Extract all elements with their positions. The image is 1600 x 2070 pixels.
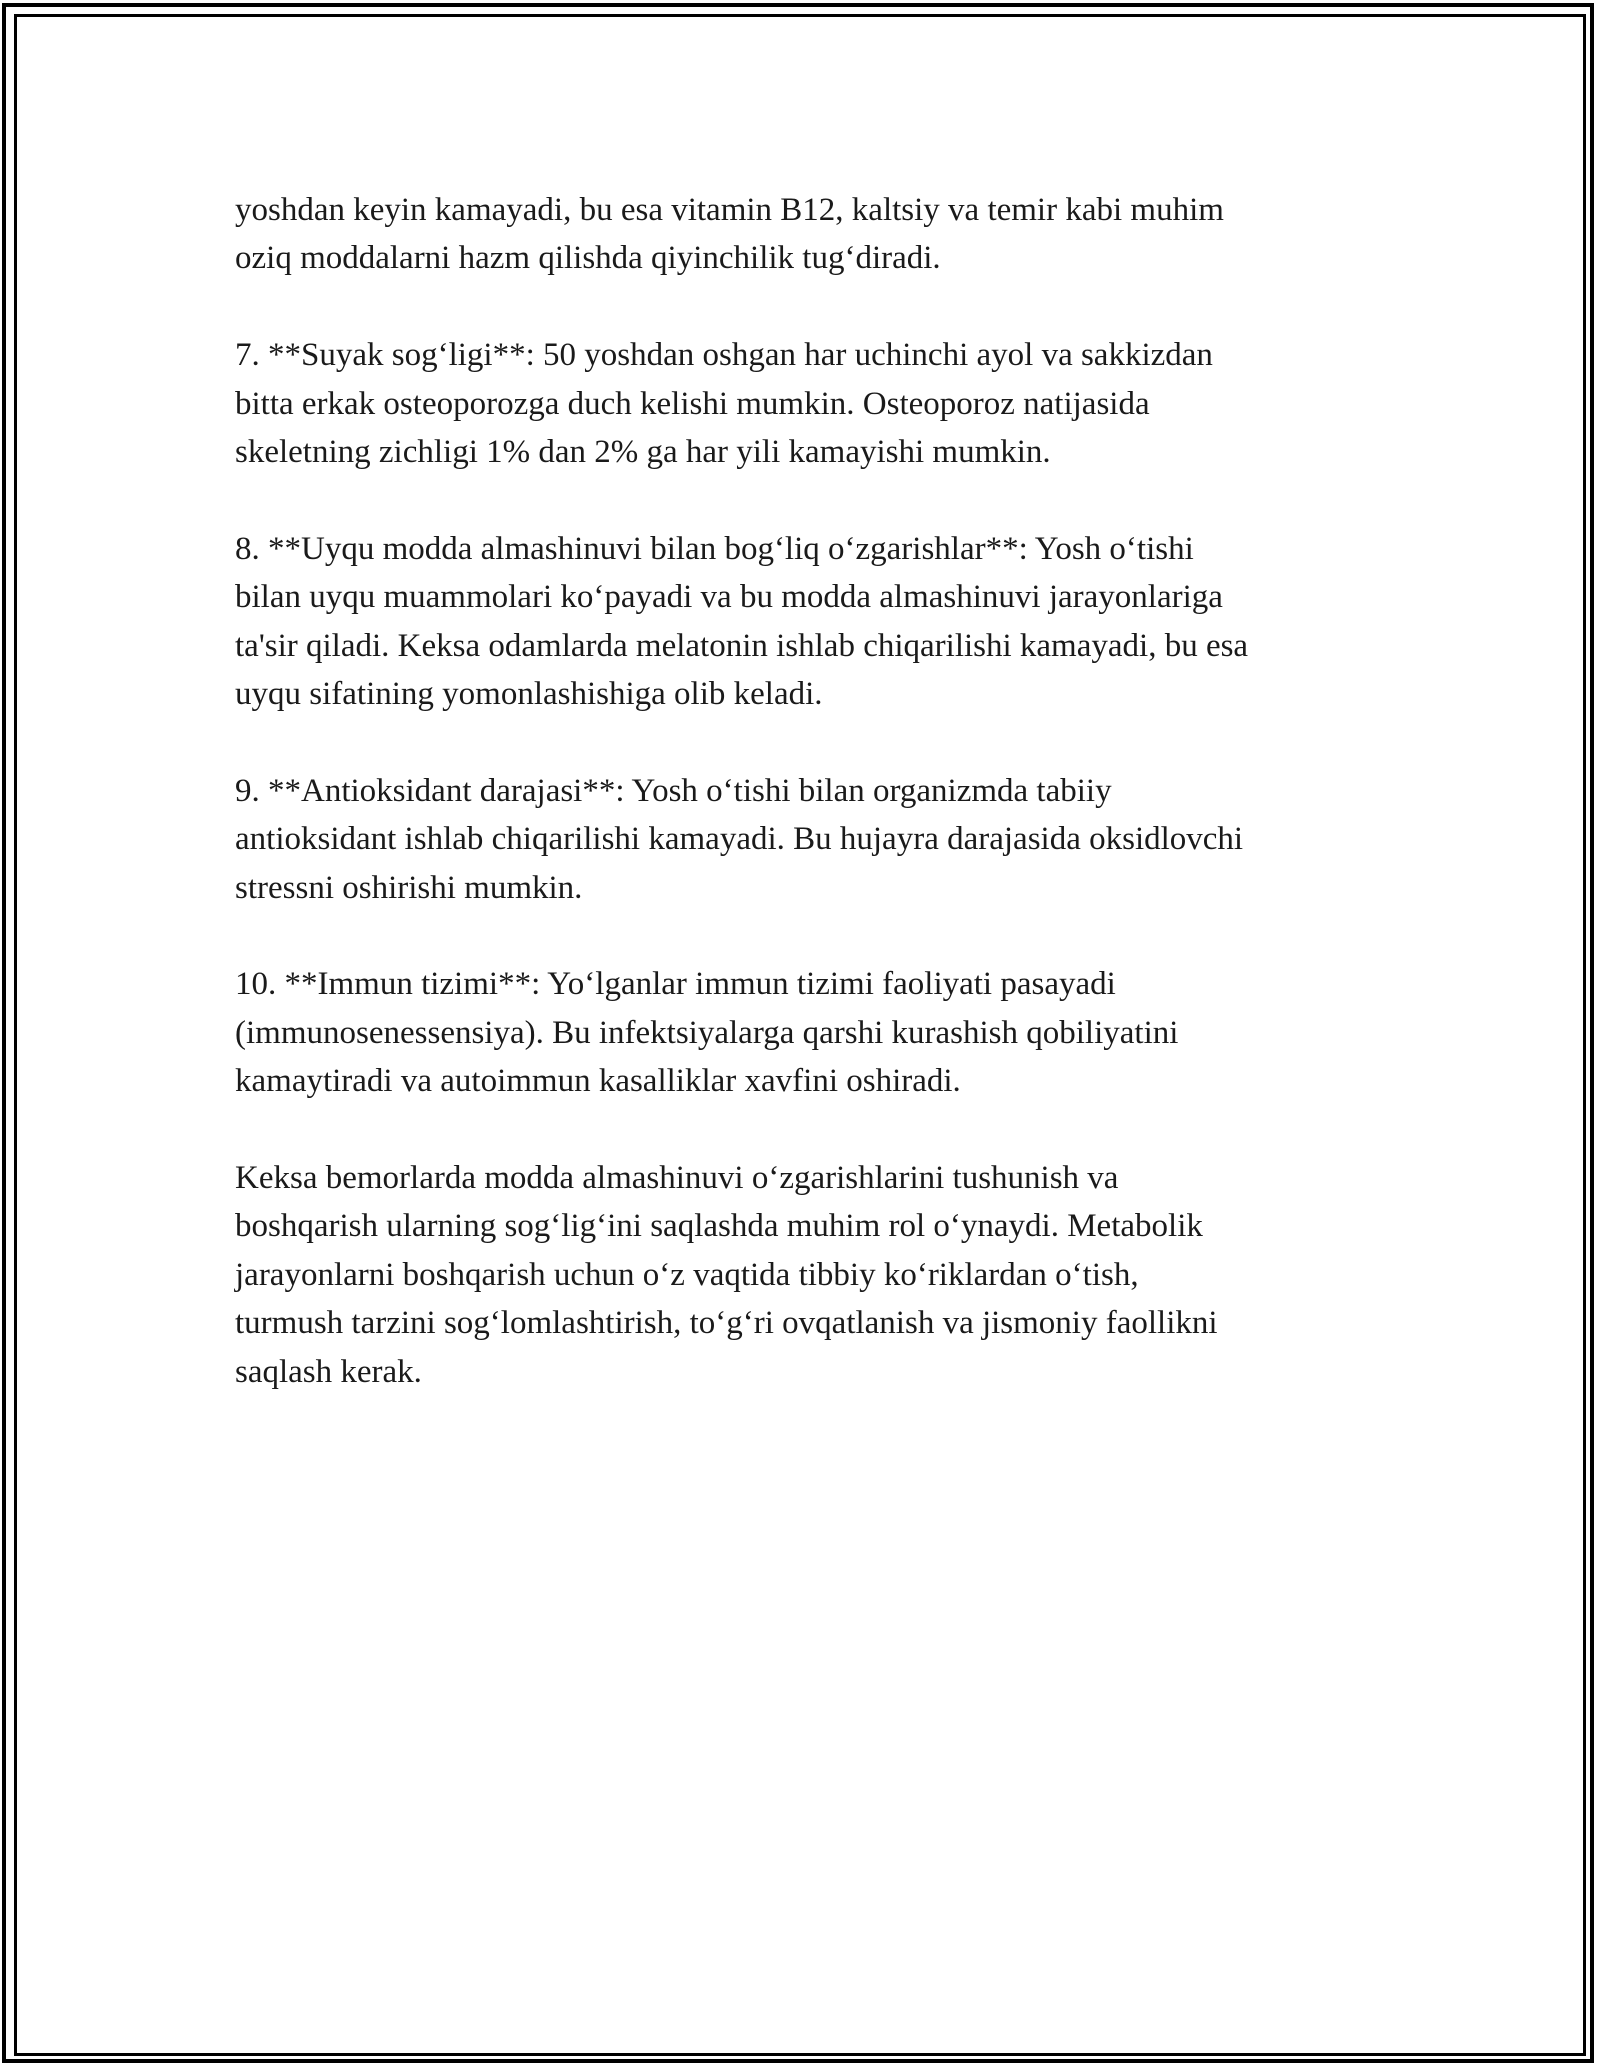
text-line: kamaytiradi va autoimmun kasalliklar xavfini oshiradi. xyxy=(235,1063,961,1100)
paragraph-item-10-immune xyxy=(235,960,1385,1105)
text-line: 9. **Antioksidant darajasi**: Yosh o‘tishi bilan organizmda tabiiy xyxy=(235,772,1112,809)
text-line: ta'sir qiladi. Keksa odamlarda melatonin ishlab chiqarilishi kamayadi, bu esa xyxy=(235,627,1249,664)
text-line: turmush tarzini sog‘lomlashtirish, to‘g‘ri ovqatlanish va jismoniy faollikni xyxy=(235,1305,1218,1342)
paragraph-continuation xyxy=(235,186,1385,283)
text-line: uyqu sifatining yomonlashishiga olib keladi. xyxy=(235,676,823,713)
text-line: stressni oshirishi mumkin. xyxy=(235,869,583,906)
text-line: 7. **Suyak sog‘ligi**: 50 yoshdan oshgan har uchinchi ayol va sakkizdan xyxy=(235,337,1213,374)
document-body xyxy=(235,186,1385,1444)
paragraph-item-9-antioxidant xyxy=(235,767,1385,912)
text-line: oziq moddalarni hazm qilishda qiyinchilik tug‘diradi. xyxy=(235,240,941,277)
text-line: Keksa bemorlarda modda almashinuvi o‘zgarishlarini tushunish va xyxy=(235,1160,1119,1197)
text-line: boshqarish ularning sog‘lig‘ini saqlashda muhim rol o‘ynaydi. Metabolik xyxy=(235,1208,1203,1245)
paragraph-conclusion xyxy=(235,1154,1385,1396)
paragraph-item-8-sleep xyxy=(235,525,1385,719)
text-line: (immunosenessensiya). Bu infektsiyalarga qarshi kurashish qobiliyatini xyxy=(235,1014,1179,1051)
text-line: bilan uyqu muammolari ko‘payadi va bu modda almashinuvi jarayonlariga xyxy=(235,579,1223,616)
paragraph-item-7-bone-health xyxy=(235,331,1385,476)
text-line: antioksidant ishlab chiqarilishi kamayadi. Bu hujayra darajasida oksidlovchi xyxy=(235,821,1244,858)
text-line: 10. **Immun tizimi**: Yo‘lganlar immun tizimi faoliyati pasayadi xyxy=(235,966,1116,1003)
text-line: yoshdan keyin kamayadi, bu esa vitamin B12, kaltsiy va temir kabi muhim xyxy=(235,192,1224,228)
text-line: saqlash kerak. xyxy=(235,1353,422,1390)
text-line: skeletning zichligi 1% dan 2% ga har yili kamayishi mumkin. xyxy=(235,434,1051,471)
text-line: 8. **Uyqu modda almashinuvi bilan bog‘liq o‘zgarishlar**: Yosh o‘tishi xyxy=(235,530,1194,567)
text-line: jarayonlarni boshqarish uchun o‘z vaqtida tibbiy ko‘riklardan o‘tish, xyxy=(235,1256,1139,1293)
text-line: bitta erkak osteoporozga duch kelishi mumkin. Osteoporoz natijasida xyxy=(235,385,1150,422)
